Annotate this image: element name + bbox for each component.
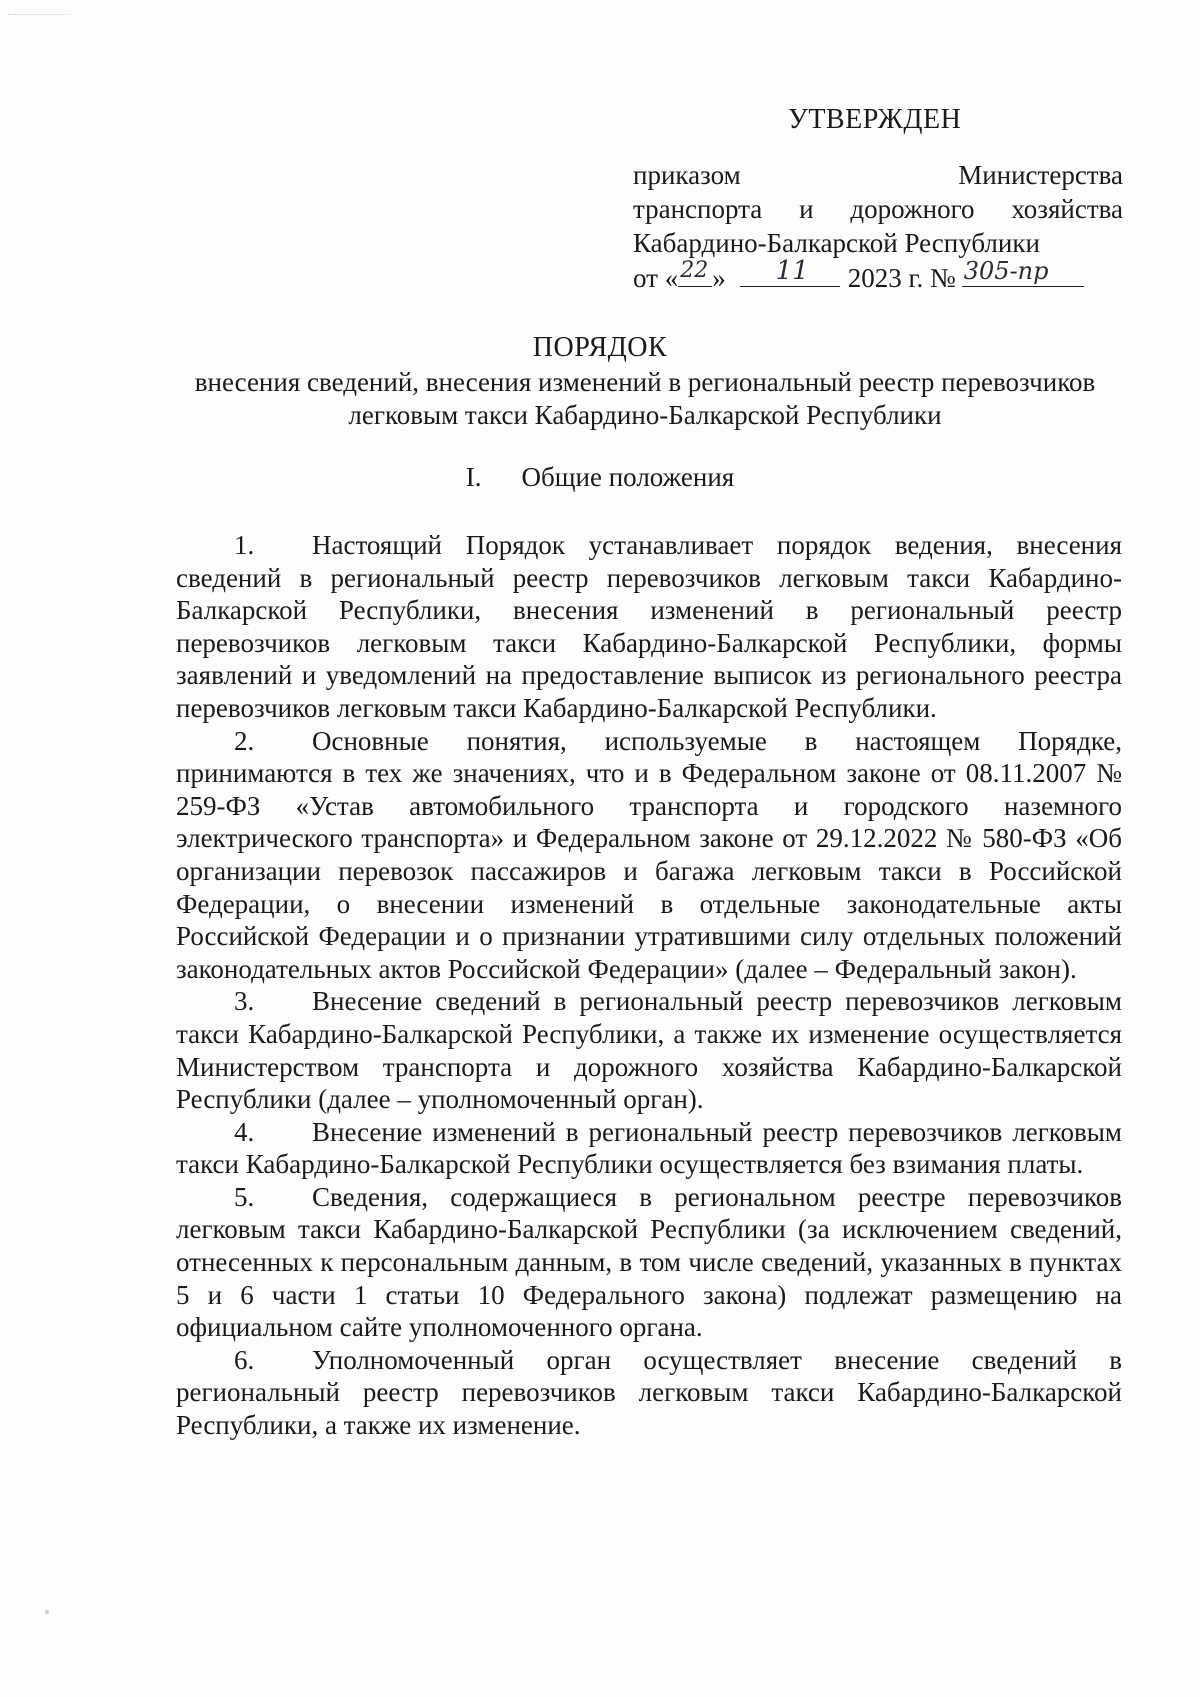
paragraph-number: 4. [234, 1116, 255, 1147]
paragraph-text: Внесение сведений в региональный реестр перевозчиков легковым такси Кабардино-Балкарской Республики, а также их изменение осуществляется Министерством транспорта и дорожного хозяйства Кабардино-Балкарской Республики (далее – уполномоченный орган). [176, 986, 1122, 1115]
paragraph-text: Внесение изменений в региональный реестр перевозчиков легковым такси Кабардино-Балкарской Республики осуществляется без взимания платы. [176, 1116, 1122, 1180]
approval-block [633, 158, 1123, 295]
order-number-handwritten: 305-пр [963, 257, 1049, 285]
date-month-field [740, 256, 840, 287]
date-day-handwritten: 22 [680, 258, 709, 283]
approval-word: хозяйства [1011, 194, 1123, 224]
approval-order-word: приказом [633, 160, 741, 190]
document-title: ПОРЯДОК [532, 332, 668, 363]
paragraph-number: 1. [234, 530, 255, 560]
paragraph-number: 5. [234, 1181, 255, 1212]
date-year-number-label: 2023 г. № [847, 263, 956, 293]
approval-word: транспорта [633, 194, 763, 224]
section-heading [0, 462, 1200, 493]
document-subtitle-line-2: легковым такси Кабардино-Балкарской Республики [348, 400, 942, 430]
approval-word: и [799, 194, 814, 224]
section-number: I. [465, 462, 482, 492]
paragraph-6 [176, 1344, 1122, 1442]
document-subtitle-line-1: внесения сведений, внесения изменений в региональный реестр перевозчиков [194, 367, 1096, 397]
order-number-field [962, 257, 1084, 287]
paragraph-2 [176, 725, 1122, 986]
approval-heading: УТВЕРЖДЕН [788, 104, 962, 135]
document-subtitle [150, 366, 1140, 432]
approval-line-1 [633, 158, 1123, 192]
paragraph-4 [176, 1116, 1122, 1181]
paragraph-number: 3. [234, 986, 255, 1017]
date-day-field [678, 260, 712, 287]
scan-artifact [8, 14, 68, 18]
paragraph-1 [176, 529, 1122, 725]
paragraph-text: Сведения, содержащиеся в региональном реестре перевозчиков легковым такси Кабардино-Балкарской Республики (за исключением сведений, отнесенных к персональным данным, в том числе сведений, указанных в пунктах 5 и 6 части 1 статьи 10 Федерального закона) подлежат размещению на официальном сайте уполномоченного органа. [176, 1181, 1122, 1343]
paragraph-number: 2. [234, 725, 255, 756]
scan-artifact-dot [45, 1610, 49, 1614]
approval-republic: Кабардино-Балкарской Республики [633, 228, 1040, 258]
approval-ministry-word: Министерства [958, 160, 1123, 190]
date-prefix: от « [633, 263, 679, 293]
section-title: Общие положения [521, 462, 735, 492]
paragraph-text: Настоящий Порядок устанавливает порядок ведения, внесения сведений в региональный реестр перевозчиков легковым такси Кабардино-Балкарской Республики, внесения изменений в региональный реестр перевозчиков легковым такси Кабардино-Балкарской Республики, формы заявлений и уведомлений на предоставление выписок из регионального реестра перевозчиков легковым такси Кабардино-Балкарской Республики. [176, 530, 1122, 723]
paragraph-3 [176, 985, 1122, 1115]
paragraph-number: 6. [234, 1344, 255, 1375]
paragraph-text: Уполномоченный орган осуществляет внесение сведений в региональный реестр перевозчиков легковым такси Кабардино-Балкарской Республики, а также их изменение. [176, 1344, 1122, 1441]
body-text [176, 529, 1122, 1442]
approval-line-2 [633, 192, 1123, 226]
approval-word: дорожного [850, 194, 975, 224]
paragraph-5 [176, 1181, 1122, 1344]
date-month-handwritten: 11 [775, 256, 809, 286]
paragraph-text: Основные понятия, используемые в настоящем Порядке, принимаются в тех же значениях, что и в Федеральном законе от 08.11.2007 № 259-ФЗ «Устав автомобильного транспорта и городского наземного электрического транспорта» и Федеральном законе от 29.12.2022 № 580-ФЗ «Об организации перевозок пассажиров и багажа легковым такси в Российской Федерации, о внесении изменений в отдельные законодательные акты Российской Федерации и о признании утратившими силу отдельных положений законодательных актов Российской Федерации» (далее – Федеральный закон). [176, 725, 1122, 984]
approval-date-line [633, 256, 1123, 295]
date-quote-close: » [712, 263, 726, 293]
